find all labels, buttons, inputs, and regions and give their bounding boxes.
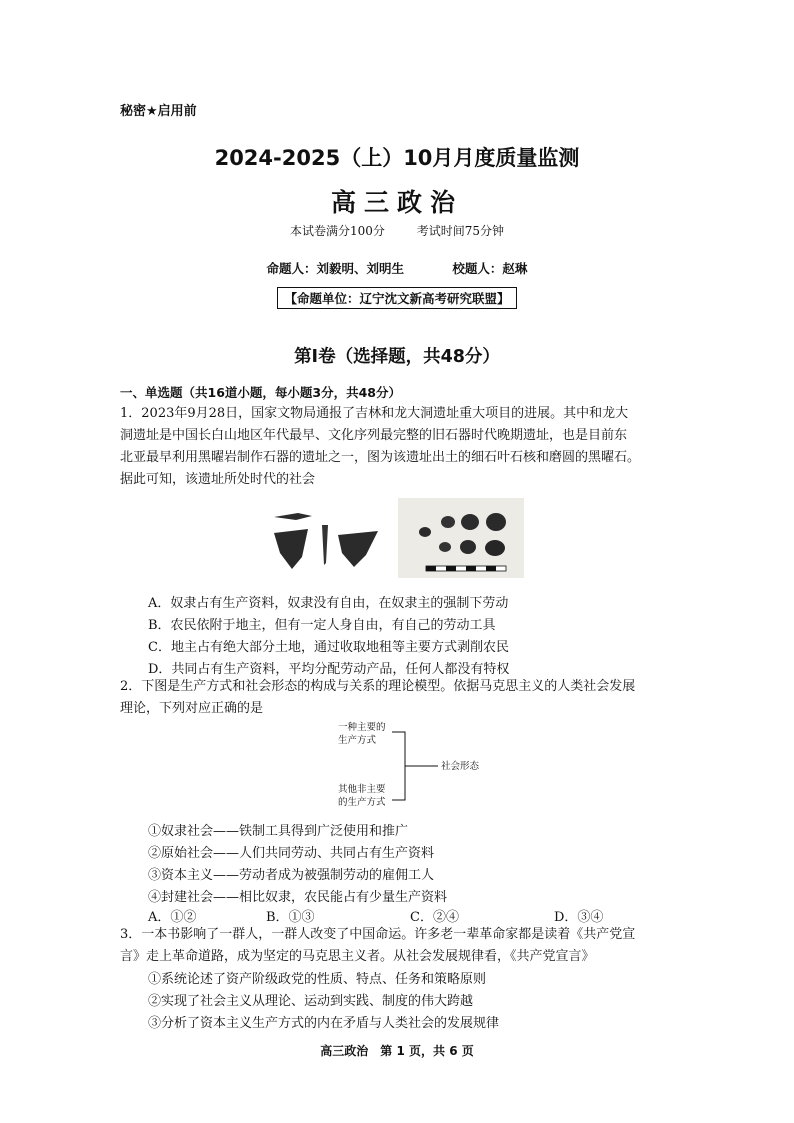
question-1-stem [120,403,680,491]
diagram-main-mode: 一种主要的 生产方式 [338,722,386,746]
q1-option-d: D．共同占有生产资料，平均分配劳动产品，任何人都没有特权 [148,662,510,677]
question-line: 1．2023年9月28日，国家文物局通报了吉林和龙大洞遗址重大项目的进展。其中和龙大 [120,406,629,421]
question-line: 洞遗址是中国长白山地区年代最早、文化序列最完整的旧石器时代晚期遗址，也是目前东 [120,428,628,443]
diagram-brace [390,728,440,804]
authors: 命题人：刘毅明、刘明生 [266,261,405,276]
q2-item-1: ①奴隶社会——铁制工具得到广泛使用和推广 [148,824,409,839]
exam-subject: 高三政治 [330,188,463,217]
q1-option-a: A．奴隶占有生产资料，奴隶没有自由，在奴隶主的强制下劳动 [148,596,509,611]
obsidian-stone [486,513,506,531]
obsidian-photo [398,498,524,578]
page-number: 1 [396,1044,405,1058]
q3-item-3: ③分析了资本主义生产方式的内在矛盾与人类社会的发展规律 [148,1016,500,1031]
obsidian-stone [485,540,505,556]
confidential-mark: 秘密★启用前 [120,104,197,119]
setting-unit: 【命题单位：辽宁沈文新高考研究联盟】 [277,287,516,309]
q2-choice-a: A．①② [148,910,197,925]
q2-choice-d: D．③④ [554,910,604,925]
q1-option-c: C．地主占有绝大部分土地，通过收取地租等主要方式剥削农民 [148,640,509,655]
q2-item-3: ③资本主义——劳动者成为被强制劳动的雇佣工人 [148,868,435,883]
q3-item-2: ②实现了社会主义从理论、运动到实践、制度的伟大跨越 [148,994,474,1009]
reviewer: 校题人：赵琳 [452,261,528,276]
diagram-social-form: 社会形态 [441,761,480,772]
full-score: 本试卷满分100分 [289,224,385,238]
exam-setters [0,259,794,277]
diagram-other-modes: 其他非主要 的生产方式 [338,784,386,808]
obsidian-stone [439,542,451,552]
question-2-stem [120,676,680,720]
question-line: 理论，下列对应正确的是 [120,701,264,716]
q2-choice-c: C．②④ [410,910,459,925]
page-total: 6 [449,1044,458,1058]
question-3-stem [120,924,680,968]
exam-time: 考试时间75分钟 [416,224,504,238]
obsidian-stone [461,514,479,530]
question-line: 2．下图是生产方式和社会形态的构成与关系的理论模型。依据马克思主义的人类社会发展 [120,679,636,694]
question-line: 据此可知，该遗址所处时代的社会 [120,472,316,487]
page-footer: 高三政治 第 1 页，共 6 页 [320,1044,474,1058]
stone-tools-photo [268,505,384,571]
section-title: 一、单选题（共16道小题，每小题3分，共48分） [120,385,401,400]
question-line: 北亚最早利用黑曜岩制作石器的遗址之一，图为该遗址出土的细石叶石核和磨圆的黑曜石。 [120,450,641,465]
obsidian-stone [419,527,431,537]
q2-choice-b: B．①③ [266,910,315,925]
obsidian-stone [441,516,455,528]
q3-item-1: ①系统论述了资产阶级政党的性质、特点、任务和策略原则 [148,972,487,987]
exam-title: 2024-2025（上）10月月度质量监测 [214,146,580,170]
question-line: 言》走上革命道路，成为坚定的马克思主义者。从社会发展规律看，《共产党宣言》 [120,949,595,964]
q1-option-b: B．农民依附于地主，但有一定人身自由，有自己的劳动工具 [148,618,496,633]
unit-wrapper [0,287,794,309]
obsidian-stone [460,540,476,554]
q2-item-2: ②原始社会——人们共同劳动、共同占有生产资料 [148,846,435,861]
part-title: 第Ⅰ卷（选择题，共48分） [294,347,500,367]
q2-item-4: ④封建社会——相比奴隶，农民能占有少量生产资料 [148,890,448,905]
question-line: 3．一本书影响了一群人，一群人改变了中国命运。许多老一辈革命家都是读着《共产党宣 [120,927,636,942]
exam-info [0,222,794,239]
